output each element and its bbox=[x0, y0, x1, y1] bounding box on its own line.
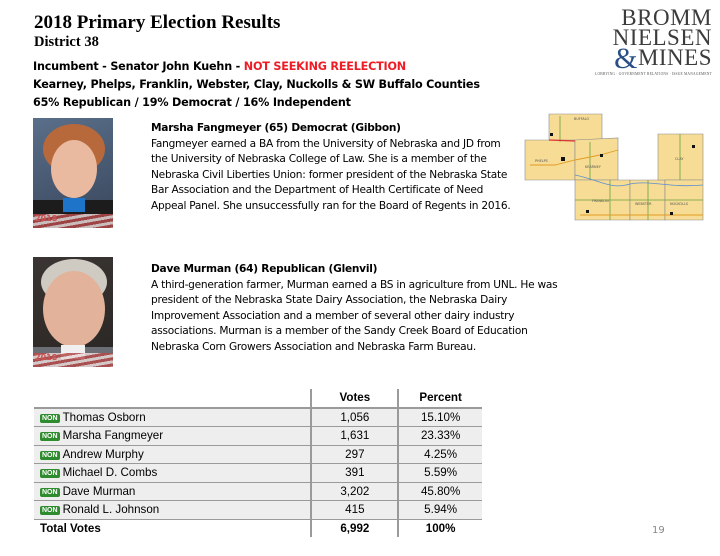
candidate-bio-fangmeyer bbox=[151, 121, 511, 215]
table-header-row bbox=[34, 389, 482, 408]
votes-cell: 1,631 bbox=[311, 427, 398, 446]
incumbent-text: Incumbent - Senator John Kuehn - bbox=[33, 60, 244, 73]
page-title: 2018 Primary Election Results bbox=[34, 12, 281, 33]
percent-cell: 23.33% bbox=[398, 427, 482, 446]
nonpartisan-badge: NON bbox=[42, 470, 58, 478]
table-row bbox=[34, 482, 482, 501]
table-row bbox=[34, 408, 482, 427]
nonpartisan-badge: NON bbox=[42, 451, 58, 459]
nonpartisan-badge: NON bbox=[42, 507, 58, 515]
candidate-name: Marsha Fangmeyer bbox=[62, 429, 164, 443]
votes-cell: 415 bbox=[311, 501, 398, 520]
map-label: BUFFALO bbox=[574, 117, 590, 121]
candidate-name: Dave Murman bbox=[62, 484, 136, 498]
candidate-heading: Dave Murman (64) Republican (Glenvil) bbox=[151, 263, 378, 275]
table-row bbox=[34, 464, 482, 483]
nonpartisan-badge: NON bbox=[42, 414, 58, 422]
votes-cell: 1,056 bbox=[311, 408, 398, 427]
incumbent-line bbox=[33, 58, 480, 76]
votes-cell: 3,202 bbox=[311, 482, 398, 501]
map-label: WEBSTER bbox=[635, 202, 652, 206]
candidate-heading: Marsha Fangmeyer (65) Democrat (Gibbon) bbox=[151, 122, 401, 134]
total-percent: 100% bbox=[398, 519, 482, 537]
total-row bbox=[34, 519, 482, 537]
nonpartisan-badge: NON bbox=[42, 433, 58, 441]
percent-cell: 4.25% bbox=[398, 445, 482, 464]
district-map bbox=[520, 110, 710, 235]
shirt-shape bbox=[63, 198, 85, 212]
percent-cell: 45.80% bbox=[398, 482, 482, 501]
logo-line-2: NIELSEN bbox=[612, 25, 712, 50]
photo-caption: 2018 bbox=[35, 353, 58, 362]
percent-cell: 5.59% bbox=[398, 464, 482, 483]
map-label: NUCKOLLS bbox=[670, 202, 689, 206]
district-subtitle: District 38 bbox=[34, 34, 99, 50]
candidate-name: Michael D. Combs bbox=[62, 466, 158, 480]
header-candidate bbox=[34, 389, 311, 408]
votes-cell: 391 bbox=[311, 464, 398, 483]
percent-cell: 5.94% bbox=[398, 501, 482, 520]
table-row bbox=[34, 427, 482, 446]
map-label: FRANKLIN bbox=[592, 199, 609, 203]
candidate-name: Ronald L. Johnson bbox=[62, 503, 160, 517]
photo-caption: 2018 bbox=[35, 214, 58, 223]
logo-tagline: LOBBYING · GOVERNMENT RELATIONS · ISSUE MANAGEMENT bbox=[595, 72, 712, 76]
district-info bbox=[33, 58, 480, 112]
page-number: 19 bbox=[652, 525, 665, 536]
candidate-name: Andrew Murphy bbox=[62, 447, 144, 461]
percent-cell: 15.10% bbox=[398, 408, 482, 427]
map-label: KEARNEY bbox=[585, 165, 601, 169]
logo-line-1: BROMM bbox=[621, 5, 712, 30]
company-logo bbox=[584, 5, 712, 76]
candidate-bio: Fangmeyer earned a BA from the University of Nebraska and JD from the University of Nebraska College of Law. She is a member of the Nebraska Civil Liberties Union: former president of the Nebraska State Bar Association and the Department of Health Certificate of Need Appeal Panel. She unsuccessfully ran for the Board of Regents in 2016. bbox=[151, 137, 511, 212]
face-shape bbox=[51, 140, 97, 198]
logo-ampersand: & bbox=[614, 42, 638, 75]
logo-mines: MINES bbox=[637, 45, 712, 70]
map-county-phelps bbox=[525, 140, 575, 180]
total-votes: 6,992 bbox=[311, 519, 398, 537]
header-percent: Percent bbox=[398, 389, 482, 408]
results-table bbox=[34, 389, 482, 537]
registration-line: 65% Republican / 19% Democrat / 16% Independent bbox=[33, 96, 351, 109]
face-shape bbox=[43, 271, 105, 347]
candidate-photo-fangmeyer bbox=[33, 118, 113, 228]
total-label: Total Votes bbox=[34, 519, 311, 537]
table-row bbox=[34, 445, 482, 464]
candidate-photo-murman bbox=[33, 257, 113, 367]
nonpartisan-badge: NON bbox=[42, 488, 58, 496]
table-row bbox=[34, 501, 482, 520]
candidate-bio-murman bbox=[151, 262, 561, 356]
header-votes: Votes bbox=[311, 389, 398, 408]
candidate-name: Thomas Osborn bbox=[62, 410, 146, 424]
candidate-bio: A third-generation farmer, Murman earned a BS in agriculture from UNL. He was president of the Nebraska State Dairy Association, the Nebraska Dairy Improvement Association and a member of several other dairy industry associations. Murman is a member of the Sandy Creek Board of Education Nebraska Corn Growers Association and Nebraska Farm Bureau. bbox=[151, 278, 558, 353]
map-label: PHELPS bbox=[535, 159, 548, 163]
votes-cell: 297 bbox=[311, 445, 398, 464]
counties-line: Kearney, Phelps, Franklin, Webster, Clay, Nuckolls & SW Buffalo Counties bbox=[33, 78, 480, 91]
incumbent-status: NOT SEEKING REELECTION bbox=[243, 60, 406, 73]
map-label: CLAY bbox=[675, 157, 684, 161]
